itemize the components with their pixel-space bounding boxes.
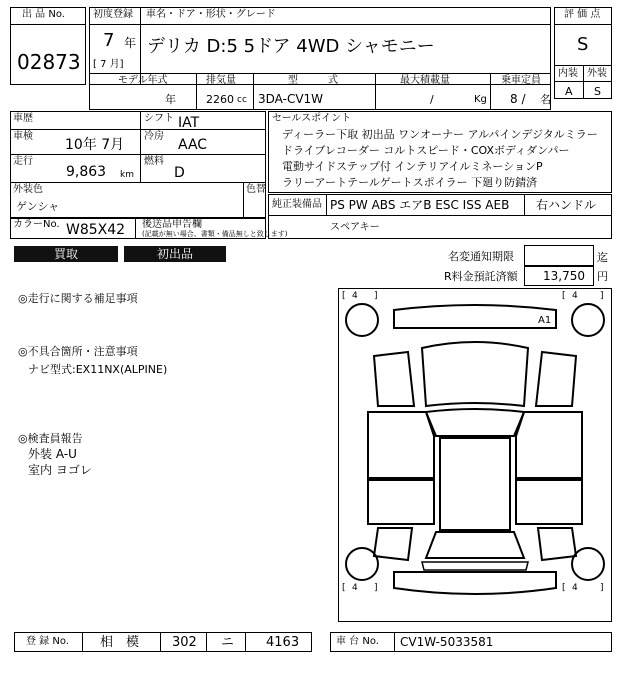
svg-text:]: ]	[600, 583, 604, 593]
defects-line: ナビ型式:EX11NX(ALPINE)	[28, 363, 168, 376]
chassis-label: 車 台 No.	[336, 636, 379, 647]
selling-point-line: 電動サイドステップ付 インテリアイルミネーションP	[282, 160, 543, 173]
car-damage-diagram	[338, 288, 612, 622]
displacement-label: 排気量	[206, 75, 236, 86]
selling-point-line: ラリーアートテールゲートスポイラー 下廻り防錆済	[282, 176, 538, 189]
color-no-label: カラーNo.	[13, 219, 60, 230]
displacement-unit: cc	[237, 95, 247, 105]
driving-heading: ◎走行に関する補足事項	[18, 292, 138, 305]
car-name-label: 車名・ドア・形状・グレード	[146, 9, 276, 20]
rear-bumper	[394, 572, 556, 594]
a1-mark: A1	[538, 315, 552, 326]
ac-label: 冷房	[144, 131, 164, 142]
recycle-label: R料金預託済額	[444, 270, 518, 283]
first-reg-label: 初度登録	[93, 9, 133, 20]
name-change-unit: 迄	[597, 251, 608, 264]
hood	[422, 342, 528, 406]
rear-right-door	[516, 480, 582, 524]
tire-rr	[562, 548, 604, 593]
interior-label: 内装	[558, 68, 578, 79]
reg-month: [ 7 月]	[93, 59, 124, 70]
reg-year: 7	[103, 30, 115, 51]
front-right-fender	[536, 352, 576, 406]
exterior-score: S	[594, 85, 601, 98]
front-left-door	[368, 412, 434, 478]
max-load: /	[430, 93, 434, 106]
svg-text:]: ]	[374, 291, 378, 301]
svg-text:[: [	[562, 291, 566, 301]
fuel-value: D	[174, 165, 185, 181]
docs-label: 後送品申告欄	[142, 219, 202, 230]
inspector-exterior: 外装 A-U	[28, 447, 77, 461]
fuel-label: 燃料	[144, 156, 164, 167]
interior-score: A	[565, 85, 573, 98]
inspector-heading: ◎検査員報告	[18, 432, 83, 445]
rear-left-fender	[374, 528, 412, 560]
rear-left-door	[368, 480, 434, 524]
capacity: 8 /	[510, 92, 526, 106]
windshield	[426, 409, 524, 436]
color-change-label: 色替	[246, 184, 266, 195]
inspection-value: 10年 7月	[65, 137, 125, 153]
exterior-label: 外装	[587, 68, 607, 79]
selling-point-line: ドライブレコーダー コルトスピード・COXボディダンパー	[282, 144, 570, 157]
chassis-value: CV1W-5033581	[400, 635, 494, 649]
name-change-box	[524, 245, 594, 266]
plate-number: 4163	[266, 635, 300, 650]
lot-no-label: 出 品 No.	[22, 9, 65, 20]
front-right-door	[516, 412, 582, 478]
purchase-button[interactable]: 買取	[14, 246, 118, 262]
reg-year-unit: 年	[124, 36, 137, 50]
front-left-fender	[374, 352, 414, 406]
eval-score: S	[577, 34, 589, 55]
tailgate	[422, 562, 528, 570]
shift-value: IAT	[178, 115, 200, 131]
svg-text:]: ]	[600, 291, 604, 301]
shift-label: シフト	[144, 113, 174, 124]
selling-point-line: ディーラー下取 初出品 ワンオーナー アルパインデジタルミラー	[282, 128, 598, 141]
eval-label: 評 価 点	[564, 9, 601, 20]
handle-side: 右ハンドル	[536, 198, 597, 212]
ext-color-value: ゲンシャ	[16, 200, 60, 213]
name-change-label: 名変通知期限	[448, 250, 514, 263]
equipment-value: PS PW ABS エアB ESC ISS AEB	[330, 198, 510, 212]
first-listing-button[interactable]: 初出品	[124, 246, 226, 262]
model-code: 3DA-CV1W	[258, 92, 324, 106]
history-label: 車歴	[13, 113, 33, 124]
equipment-label: 純正装備品	[272, 199, 322, 210]
inspector-interior: 室内 ヨゴレ	[28, 463, 92, 477]
model-label: 型 式	[288, 75, 338, 86]
capacity-unit: 名	[540, 93, 551, 106]
front-bumper	[394, 305, 556, 328]
mileage-unit: km	[120, 170, 134, 180]
rear-glass	[426, 532, 524, 558]
recycle-unit: 円	[597, 270, 608, 283]
plate-class: 302	[172, 635, 197, 650]
svg-text:]: ]	[374, 583, 378, 593]
svg-text:[: [	[562, 583, 566, 593]
plate-region: 相 模	[100, 635, 140, 650]
equipment-extra: スペアキー	[330, 222, 380, 233]
lot-no: 02873	[17, 50, 81, 74]
selling-points-label: セールスポイント	[272, 113, 352, 124]
defects-heading: ◎不具合箇所・注意事項	[18, 345, 138, 358]
max-load-label: 最大積載量	[400, 75, 450, 86]
svg-text:4: 4	[352, 291, 358, 301]
inspection-label: 車検	[13, 131, 33, 142]
tire-rl	[342, 548, 378, 593]
roof	[440, 438, 510, 530]
car-name: デリカ D:5 5ドア 4WD シャモニー	[147, 36, 435, 57]
mileage-label: 走行	[13, 156, 33, 167]
plate-label: 登 録 No.	[26, 636, 69, 647]
displacement: 2260	[206, 93, 234, 106]
svg-text:4: 4	[352, 583, 358, 593]
rear-right-fender	[538, 528, 576, 560]
tire-fr	[562, 291, 604, 336]
color-no-value: W85X42	[66, 222, 126, 238]
docs-note: (記載が無い場合、書類・備品無しと致します)	[142, 230, 288, 238]
svg-text:[: [	[342, 583, 346, 593]
tire-fl	[342, 291, 378, 336]
capacity-label: 乗車定員	[501, 75, 541, 86]
max-load-unit: Kg	[474, 94, 487, 105]
plate-kana: ニ	[221, 635, 235, 650]
mileage-value: 9,863	[66, 164, 107, 180]
ac-value: AAC	[178, 137, 208, 153]
ext-color-label: 外装色	[13, 184, 43, 195]
svg-text:4: 4	[572, 583, 578, 593]
recycle-value: 13,750	[543, 269, 585, 283]
model-year-label: モデル年式	[118, 75, 168, 86]
svg-text:4: 4	[572, 291, 578, 301]
svg-text:[: [	[342, 291, 346, 301]
model-year-unit: 年	[165, 93, 176, 106]
